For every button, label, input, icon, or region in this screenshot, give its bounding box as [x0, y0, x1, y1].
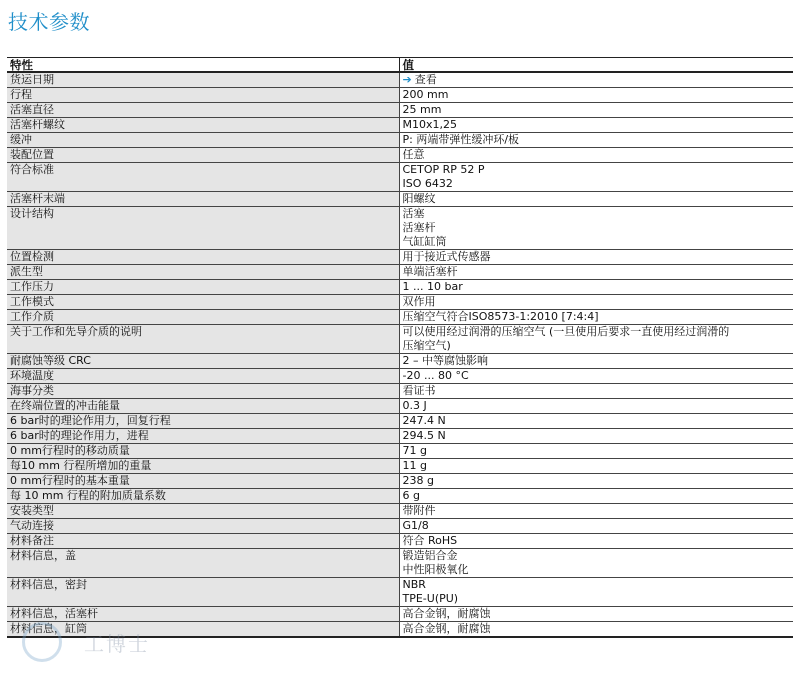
value-line: 0.3 J	[402, 399, 427, 412]
table-row	[7, 325, 793, 354]
value-line: 294.5 N	[402, 429, 446, 442]
property-cell: 每 10 mm 行程的附加质量系数	[7, 489, 399, 504]
value-cell	[399, 549, 793, 578]
arrow-right-icon: ➔	[402, 73, 412, 86]
value-line: 中性阳极氧化	[402, 563, 469, 576]
table-row	[7, 384, 793, 399]
view-link[interactable]	[403, 73, 791, 87]
value-line: ISO 6432	[402, 177, 453, 190]
value-cell	[399, 354, 793, 369]
value-cell	[399, 414, 793, 429]
property-cell: 海事分类	[7, 384, 399, 399]
table-row	[7, 88, 793, 103]
value-cell	[399, 133, 793, 148]
table-row	[7, 399, 793, 414]
property-cell: 符合标准	[7, 163, 399, 192]
table-row	[7, 103, 793, 118]
property-cell: 货运日期	[7, 72, 399, 88]
property-cell: 关于工作和先导介质的说明	[7, 325, 399, 354]
value-line: P: 两端带弹性缓冲环/板	[402, 133, 520, 146]
value-cell	[399, 578, 793, 607]
value-cell	[399, 163, 793, 192]
value-line: 可以使用经过润滑的压缩空气 (一旦使用后要求一直使用经过润滑的	[402, 325, 730, 338]
value-line: NBR	[402, 578, 426, 591]
table-row	[7, 207, 793, 250]
spec-table	[7, 57, 793, 638]
value-line: 1 ... 10 bar	[402, 280, 463, 293]
header-value: 值	[399, 58, 793, 73]
table-row	[7, 534, 793, 549]
table-row	[7, 519, 793, 534]
value-line: 247.4 N	[402, 414, 446, 427]
value-line: 带附件	[402, 504, 436, 517]
page-title: 技术参数	[8, 10, 90, 34]
value-line: 压缩空气)	[402, 339, 451, 352]
property-cell: 位置检测	[7, 250, 399, 265]
table-row	[7, 607, 793, 622]
property-cell: 行程	[7, 88, 399, 103]
table-row	[7, 280, 793, 295]
property-cell: 活塞直径	[7, 103, 399, 118]
table-row	[7, 250, 793, 265]
value-cell	[399, 622, 793, 638]
property-cell: 派生型	[7, 265, 399, 280]
value-line: 71 g	[402, 444, 427, 457]
value-cell[interactable]	[399, 72, 793, 88]
property-cell: 每10 mm 行程所增加的重量	[7, 459, 399, 474]
property-cell: 0 mm行程时的移动质量	[7, 444, 399, 459]
table-row	[7, 163, 793, 192]
property-cell: 设计结构	[7, 207, 399, 250]
table-row	[7, 369, 793, 384]
property-cell: 耐腐蚀等级 CRC	[7, 354, 399, 369]
value-cell	[399, 88, 793, 103]
table-row	[7, 549, 793, 578]
value-line: 活塞	[402, 207, 425, 220]
property-cell: 工作模式	[7, 295, 399, 310]
value-line: 看证书	[402, 384, 436, 397]
value-cell	[399, 489, 793, 504]
view-link-label[interactable]: 查看	[414, 73, 437, 86]
table-row	[7, 429, 793, 444]
table-row	[7, 489, 793, 504]
value-line: 6 g	[402, 489, 420, 502]
value-line: 压缩空气符合ISO8573-1:2010 [7:4:4]	[402, 310, 599, 323]
property-cell: 工作介质	[7, 310, 399, 325]
value-cell	[399, 369, 793, 384]
table-row	[7, 578, 793, 607]
value-cell	[399, 207, 793, 250]
value-cell	[399, 103, 793, 118]
value-line: 高合金钢，耐腐蚀	[402, 622, 491, 635]
value-cell	[399, 429, 793, 444]
table-row	[7, 265, 793, 280]
value-line: 高合金钢，耐腐蚀	[402, 607, 491, 620]
value-line: -20 ... 80 °C	[402, 369, 469, 382]
value-cell	[399, 325, 793, 354]
value-cell	[399, 474, 793, 489]
property-cell: 工作压力	[7, 280, 399, 295]
table-row	[7, 504, 793, 519]
value-line: 11 g	[402, 459, 427, 472]
value-cell	[399, 384, 793, 399]
property-cell: 活塞杆螺纹	[7, 118, 399, 133]
value-cell	[399, 399, 793, 414]
property-cell: 活塞杆末端	[7, 192, 399, 207]
value-cell	[399, 534, 793, 549]
table-row	[7, 192, 793, 207]
value-line: 锻造铝合金	[402, 549, 458, 562]
value-line: 用于接近式传感器	[402, 250, 491, 263]
value-line: 238 g	[402, 474, 434, 487]
property-cell: 6 bar时的理论作用力，回复行程	[7, 414, 399, 429]
table-row	[7, 444, 793, 459]
table-row	[7, 474, 793, 489]
table-row	[7, 310, 793, 325]
value-cell	[399, 519, 793, 534]
value-cell	[399, 310, 793, 325]
value-cell	[399, 148, 793, 163]
property-cell: 在终端位置的冲击能量	[7, 399, 399, 414]
value-line: 2 – 中等腐蚀影响	[402, 354, 488, 367]
property-cell: 材料信息，活塞杆	[7, 607, 399, 622]
value-cell	[399, 607, 793, 622]
value-cell	[399, 118, 793, 133]
value-line: G1/8	[402, 519, 429, 532]
value-line: 符合 RoHS	[402, 534, 458, 547]
property-cell: 材料信息，缸筒	[7, 622, 399, 638]
table-row	[7, 622, 793, 638]
table-row	[7, 118, 793, 133]
header-property: 特性	[7, 58, 399, 73]
table-row	[7, 72, 793, 88]
table-row	[7, 133, 793, 148]
value-line: 气缸缸筒	[402, 235, 447, 248]
property-cell: 材料备注	[7, 534, 399, 549]
property-cell: 材料信息，密封	[7, 578, 399, 607]
value-line: 单端活塞杆	[402, 265, 458, 278]
value-cell	[399, 250, 793, 265]
value-line: 25 mm	[402, 103, 442, 116]
property-cell: 材料信息，盖	[7, 549, 399, 578]
value-line: 200 mm	[402, 88, 449, 101]
watermark-text: 工博士	[84, 632, 150, 656]
value-cell	[399, 295, 793, 310]
table-row	[7, 295, 793, 310]
value-cell	[399, 459, 793, 474]
value-line: 阳螺纹	[402, 192, 436, 205]
value-line: CETOP RP 52 P	[402, 163, 485, 176]
value-line: 双作用	[402, 295, 436, 308]
value-cell	[399, 280, 793, 295]
value-cell	[399, 504, 793, 519]
value-cell	[399, 192, 793, 207]
property-cell: 环境温度	[7, 369, 399, 384]
value-line: M10x1,25	[402, 118, 457, 131]
property-cell: 气动连接	[7, 519, 399, 534]
value-line: TPE-U(PU)	[402, 592, 459, 605]
property-cell: 安装类型	[7, 504, 399, 519]
property-cell: 缓冲	[7, 133, 399, 148]
value-cell	[399, 444, 793, 459]
table-row	[7, 414, 793, 429]
table-row	[7, 459, 793, 474]
table-header-row	[7, 58, 793, 73]
spec-table-body	[7, 72, 793, 637]
value-line: 活塞杆	[402, 221, 436, 234]
table-row	[7, 148, 793, 163]
value-line: 任意	[402, 148, 425, 161]
value-cell	[399, 265, 793, 280]
property-cell: 装配位置	[7, 148, 399, 163]
property-cell: 6 bar时的理论作用力，进程	[7, 429, 399, 444]
table-row	[7, 354, 793, 369]
property-cell: 0 mm行程时的基本重量	[7, 474, 399, 489]
